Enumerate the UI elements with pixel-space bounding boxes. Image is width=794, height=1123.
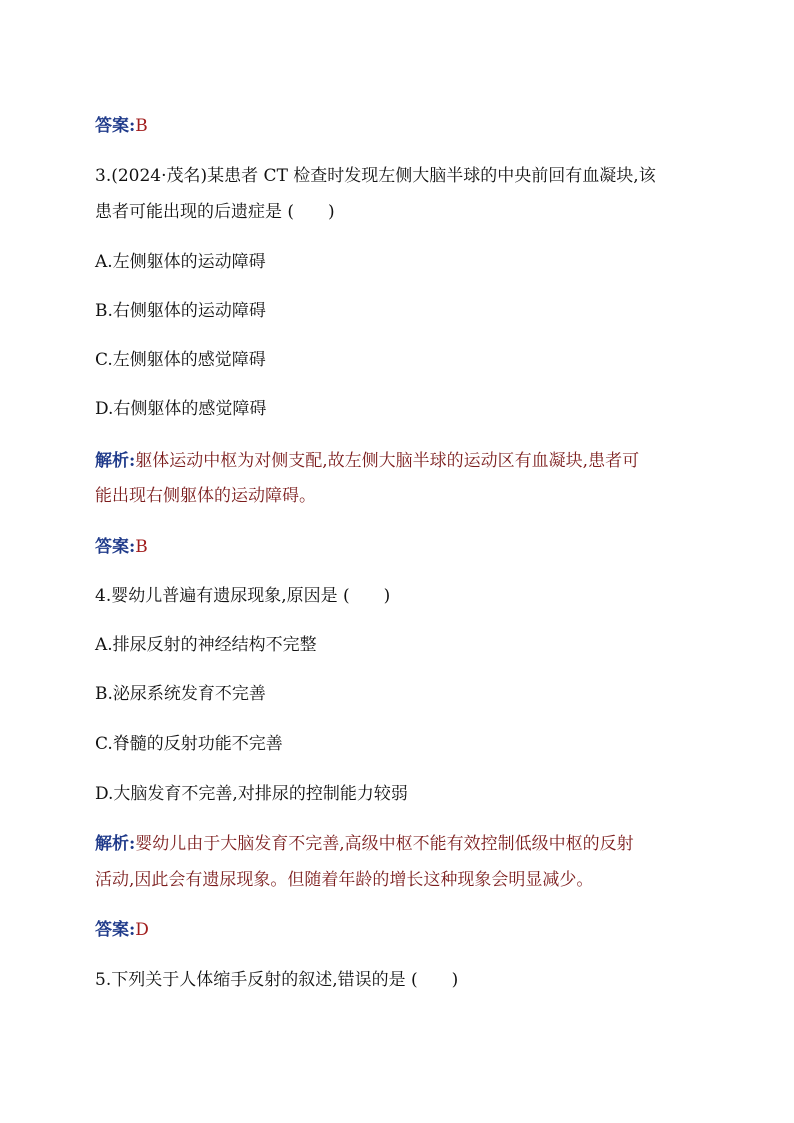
answer-value: B bbox=[135, 116, 148, 136]
question-3-analysis-line-2: 能出现右侧躯体的运动障碍。 bbox=[95, 486, 316, 506]
question-4-option-c: C.脊髓的反射功能不完善 bbox=[95, 734, 283, 754]
question-4-analysis-line-2: 活动,因此会有遗尿现象。但随着年龄的增长这种现象会明显减少。 bbox=[95, 870, 594, 890]
answer-line-1 bbox=[95, 114, 148, 138]
question-4-option-a: A.排尿反射的神经结构不完整 bbox=[95, 635, 317, 655]
answer-value: D bbox=[135, 920, 149, 940]
answer-label: 答案: bbox=[95, 116, 136, 136]
answer-line-2 bbox=[95, 535, 148, 559]
answer-value: B bbox=[135, 537, 148, 557]
question-3-option-c: C.左侧躯体的感觉障碍 bbox=[95, 350, 266, 370]
question-4-text-line-1: 4.婴幼儿普遍有遗尿现象,原因是 ( ) bbox=[95, 586, 391, 606]
analysis-label: 解析: bbox=[95, 834, 136, 854]
question-3-analysis-line-1 bbox=[95, 449, 639, 473]
analysis-text: 躯体运动中枢为对侧支配,故左侧大脑半球的运动区有血凝块,患者可 bbox=[135, 451, 640, 471]
question-4-option-d: D.大脑发育不完善,对排尿的控制能力较弱 bbox=[95, 784, 408, 804]
question-3-text-line-2: 患者可能出现的后遗症是 ( ) bbox=[95, 202, 335, 222]
question-5-text-line-1: 5.下列关于人体缩手反射的叙述,错误的是 ( ) bbox=[95, 970, 459, 990]
question-3-text-line-1: 3.(2024·茂名)某患者 CT 检查时发现左侧大脑半球的中央前回有血凝块,该 bbox=[95, 166, 656, 186]
analysis-text: 婴幼儿由于大脑发育不完善,高级中枢不能有效控制低级中枢的反射 bbox=[135, 834, 634, 854]
question-4-analysis-line-1 bbox=[95, 832, 634, 856]
question-3-option-b: B.右侧躯体的运动障碍 bbox=[95, 301, 266, 321]
analysis-label: 解析: bbox=[95, 451, 136, 471]
answer-label: 答案: bbox=[95, 537, 136, 557]
question-3-option-a: A.左侧躯体的运动障碍 bbox=[95, 252, 266, 272]
question-3-option-d: D.右侧躯体的感觉障碍 bbox=[95, 399, 267, 419]
answer-line-3 bbox=[95, 918, 149, 942]
question-4-option-b: B.泌尿系统发育不完善 bbox=[95, 684, 266, 704]
answer-label: 答案: bbox=[95, 920, 136, 940]
